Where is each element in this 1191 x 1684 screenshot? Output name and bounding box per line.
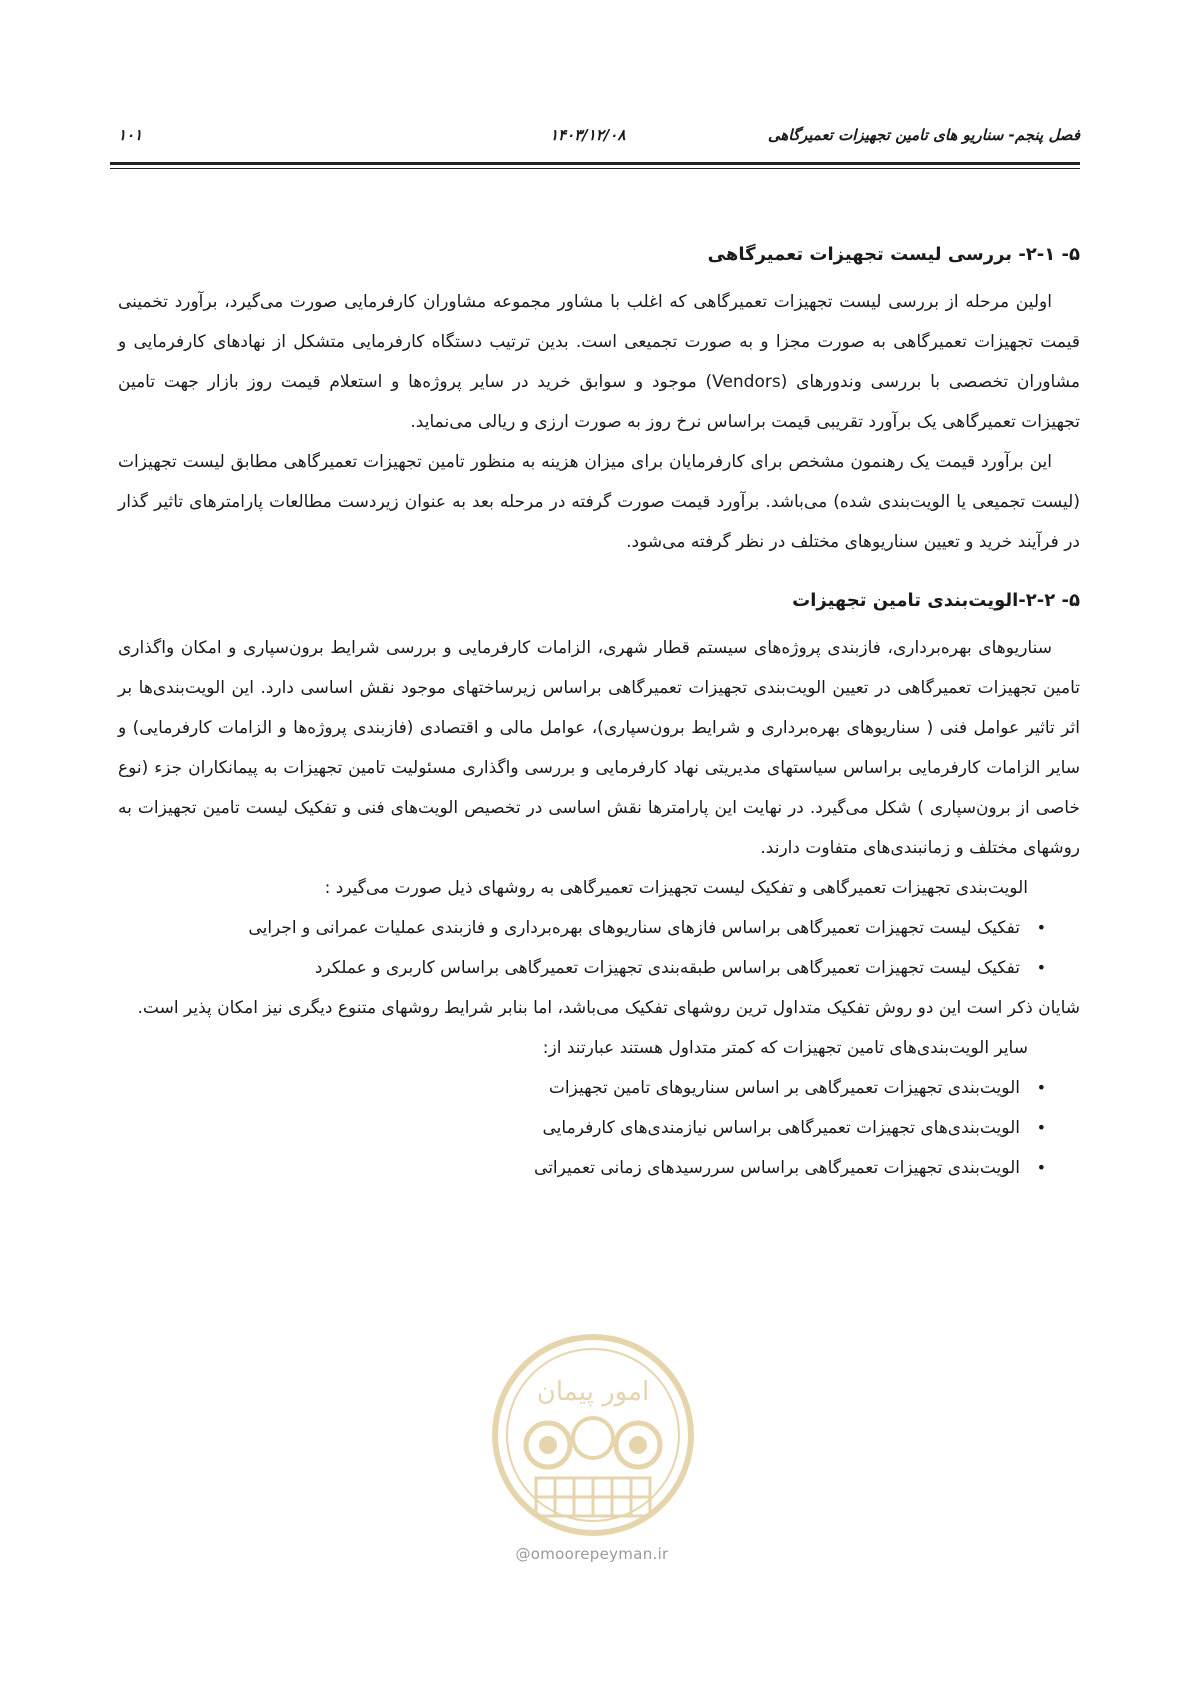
watermark-logo <box>488 1330 698 1550</box>
header-rule-thin <box>110 168 1080 169</box>
paragraph: این برآورد قیمت یک رهنمون مشخص برای کارفرمایان برای میزان هزینه به منظور تامین تجهیزات تعمیرگاهی مطابق لیست تجهیزات (لیست تجمیعی یا الویت‌بندی شده) می‌باشد. برآورد قیمت صورت گرفته در مرحله بعد به عنوان زیردست مطالعات پارامترهای تاثیر گذار در فرآیند خرید و تعیین سناریوهای مختلف در نظر گرفته می‌شود. <box>118 452 1080 552</box>
bullet-list <box>118 908 1080 988</box>
section-heading: ۵- ۲-۲-الویت‌بندی تامین تجهیزات <box>792 590 1080 611</box>
list-item: • الویت‌بندی‌های تجهیزات تعمیرگاهی براساس نیازمندی‌های کارفرمایی <box>118 1108 1020 1148</box>
list-item: • الویت‌بندی تجهیزات تعمیرگاهی بر اساس سناریوهای تامین تجهیزات <box>118 1068 1020 1108</box>
paragraph: شایان ذکر است این دو روش تفکیک متداول ترین روشهای تفکیک می‌باشد، اما بنابر شرایط روشهای متنوع دیگری نیز امکان پذیر است. <box>137 998 1080 1018</box>
page-body <box>118 238 1080 1188</box>
section-heading: ۵- ۲-۱- بررسی لیست تجهیزات تعمیرگاهی <box>707 244 1080 265</box>
header-date: ۱۴۰۳/۱۲/۰۸ <box>550 126 626 144</box>
page-header <box>110 126 1080 148</box>
chapter-title: فصل پنجم- سناریو های تامین تجهیزات تعمیرگاهی <box>767 126 1080 144</box>
list-item: • الویت‌بندی تجهیزات تعمیرگاهی براساس سررسیدهای زمانی تعمیراتی <box>118 1148 1020 1188</box>
watermark-site: @omoorepeyman.ir <box>515 1545 669 1563</box>
list-item: • تفکیک لیست تجهیزات تعمیرگاهی براساس طبقه‌بندی تجهیزات تعمیرگاهی براساس کاربری و عملکرد <box>118 948 1020 988</box>
list-intro: سایر الویت‌بندی‌های تامین تجهیزات که کمتر متداول هستند عبارتند از: <box>542 1038 1028 1058</box>
paragraph: سناریوهای بهره‌برداری، فازبندی پروژه‌های سیستم قطار شهری، الزامات کارفرمایی و بررسی شرایط برون‌سپاری و امکان واگذاری تامین تجهیزات تعمیرگاهی در تعیین الویت‌بندی تجهیزات تعمیرگاهی براساس زیرساختهای موجود نقش اساسی دارد. این الویت‌بندی‌ها بر اثر تاثیر عوامل فنی ( سناریوهای بهره‌برداری و شرایط برون‌سپاری)، عوامل مالی و اقتصادی (فازبندی پروژه‌ها و الزامات کارفرمایی) و سایر الزامات کارفرمایی براساس سیاستهای مدیریتی نهاد کارفرمایی و بررسی واگذاری مسئولیت تامین تجهیزات به پیمانکاران جزء (نوع خاصی از برون‌سپاری ) شکل می‌گیرد. در نهایت این پارامترها نقش اساسی در تخصیص الویت‌های فنی و تفکیک لیست تامین تجهیزات به روشهای مختلف و زمانبندی‌های متفاوت دارند. <box>118 638 1080 858</box>
header-rule-thick <box>110 162 1080 165</box>
paragraph: اولین مرحله از بررسی لیست تجهیزات تعمیرگاهی که اغلب با مشاور مجموعه مشاوران کارفرمایی صورت می‌گیرد، برآورد تخمینی قیمت تجهیزات تعمیرگاهی به صورت مجزا و به صورت تجمیعی است. بدین ترتیب دستگاه کارفرمایی متشکل از نهادهای کارفرمایی و مشاوران تخصصی با بررسی وندورهای (Vendors) موجود و سوابق خرید در سایر پروژه‌ها و استعلام قیمت روز بازار جهت تامین تجهیزات تعمیرگاهی یک برآورد تقریبی قیمت براساس نرخ روز به صورت ارزی و ریالی می‌نماید. <box>118 292 1080 432</box>
list-item: • تفکیک لیست تجهیزات تعمیرگاهی براساس فازهای سناریوهای بهره‌برداری و فازبندی عملیات عمرانی و اجرایی <box>118 908 1020 948</box>
list-intro: الویت‌بندی تجهیزات تعمیرگاهی و تفکیک لیست تجهیزات تعمیرگاهی به روشهای ذیل صورت می‌گیرد : <box>324 878 1028 898</box>
bullet-list <box>118 1068 1080 1188</box>
page-number: ۱۰۱ <box>118 126 143 144</box>
watermark-logo-text: امور پیمان <box>536 1377 650 1407</box>
